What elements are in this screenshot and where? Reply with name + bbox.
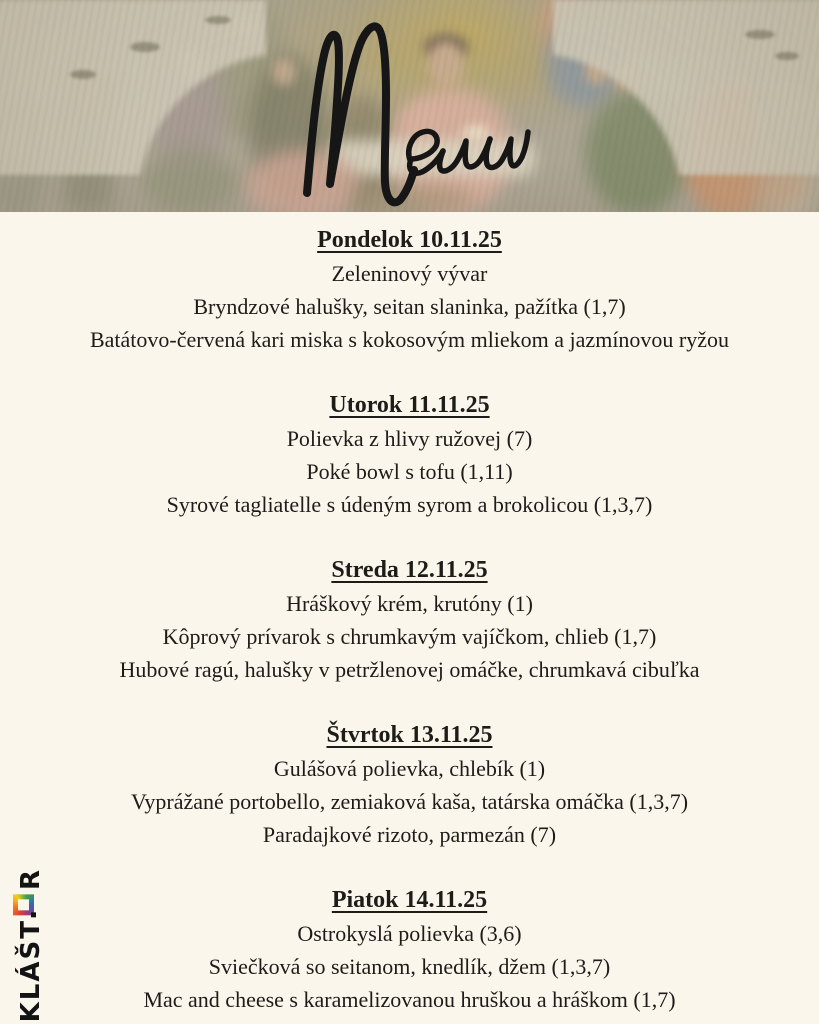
day-title: Utorok 11.11.25	[329, 392, 490, 418]
day-section-thursday	[0, 719, 819, 851]
klastor-logo	[12, 868, 46, 1022]
day-title: Pondelok 10.11.25	[317, 227, 502, 253]
menu-script-title	[0, 0, 819, 212]
menu-item: Bryndzové halušky, seitan slaninka, pažítka (1,7)	[193, 294, 626, 319]
menu-item: Hráškový krém, krutóny (1)	[286, 591, 533, 616]
menu-item: Paradajkové rizoto, parmezán (7)	[262, 822, 557, 847]
menu-item: Kôprový prívarok s chrumkavým vajíčkom, chlieb (1,7)	[162, 624, 657, 649]
day-title: Štvrtok 13.11.25	[326, 722, 493, 748]
menu-item: Vyprážané portobello, zemiaková kaša, tatárska omáčka (1,3,7)	[130, 789, 689, 814]
menu-item: Gulášová polievka, chlebík (1)	[273, 756, 546, 781]
day-section-tuesday	[0, 389, 819, 521]
menu-item: Sviečková so seitanom, knedlík, džem (1,3,7)	[208, 954, 611, 979]
day-title: Piatok 14.11.25	[331, 887, 488, 913]
menu-item: Batátovo-červená kari miska s kokosovým mliekom a jazmínovou ryžou	[89, 327, 730, 352]
menu-item: Polievka z hlivy ružovej (7)	[286, 426, 533, 451]
day-section-monday	[0, 224, 819, 356]
menu-item: Hubové ragú, halušky v petržlenovej omáčke, chrumkavá cibuľka	[119, 657, 700, 682]
menu-item: Syrové tagliatelle s údeným syrom a brokolicou (1,3,7)	[166, 492, 653, 517]
logo-rainbow-square-o	[13, 894, 34, 915]
day-section-friday	[0, 884, 819, 1016]
logo-text-part1: KLÁŠT	[16, 918, 46, 1022]
weekly-menu	[0, 212, 819, 1016]
header-fresco-image	[0, 0, 819, 212]
menu-item: Ostrokyslá polievka (3,6)	[297, 921, 522, 946]
day-section-wednesday	[0, 554, 819, 686]
menu-item: Poké bowl s tofu (1,11)	[306, 459, 513, 484]
day-title: Streda 12.11.25	[331, 557, 488, 583]
menu-item: Mac and cheese s karamelizovanou hruškou a hráškom (1,7)	[143, 987, 676, 1012]
logo-text-part2: R	[16, 867, 46, 890]
menu-item: Zeleninový vývar	[331, 261, 488, 286]
